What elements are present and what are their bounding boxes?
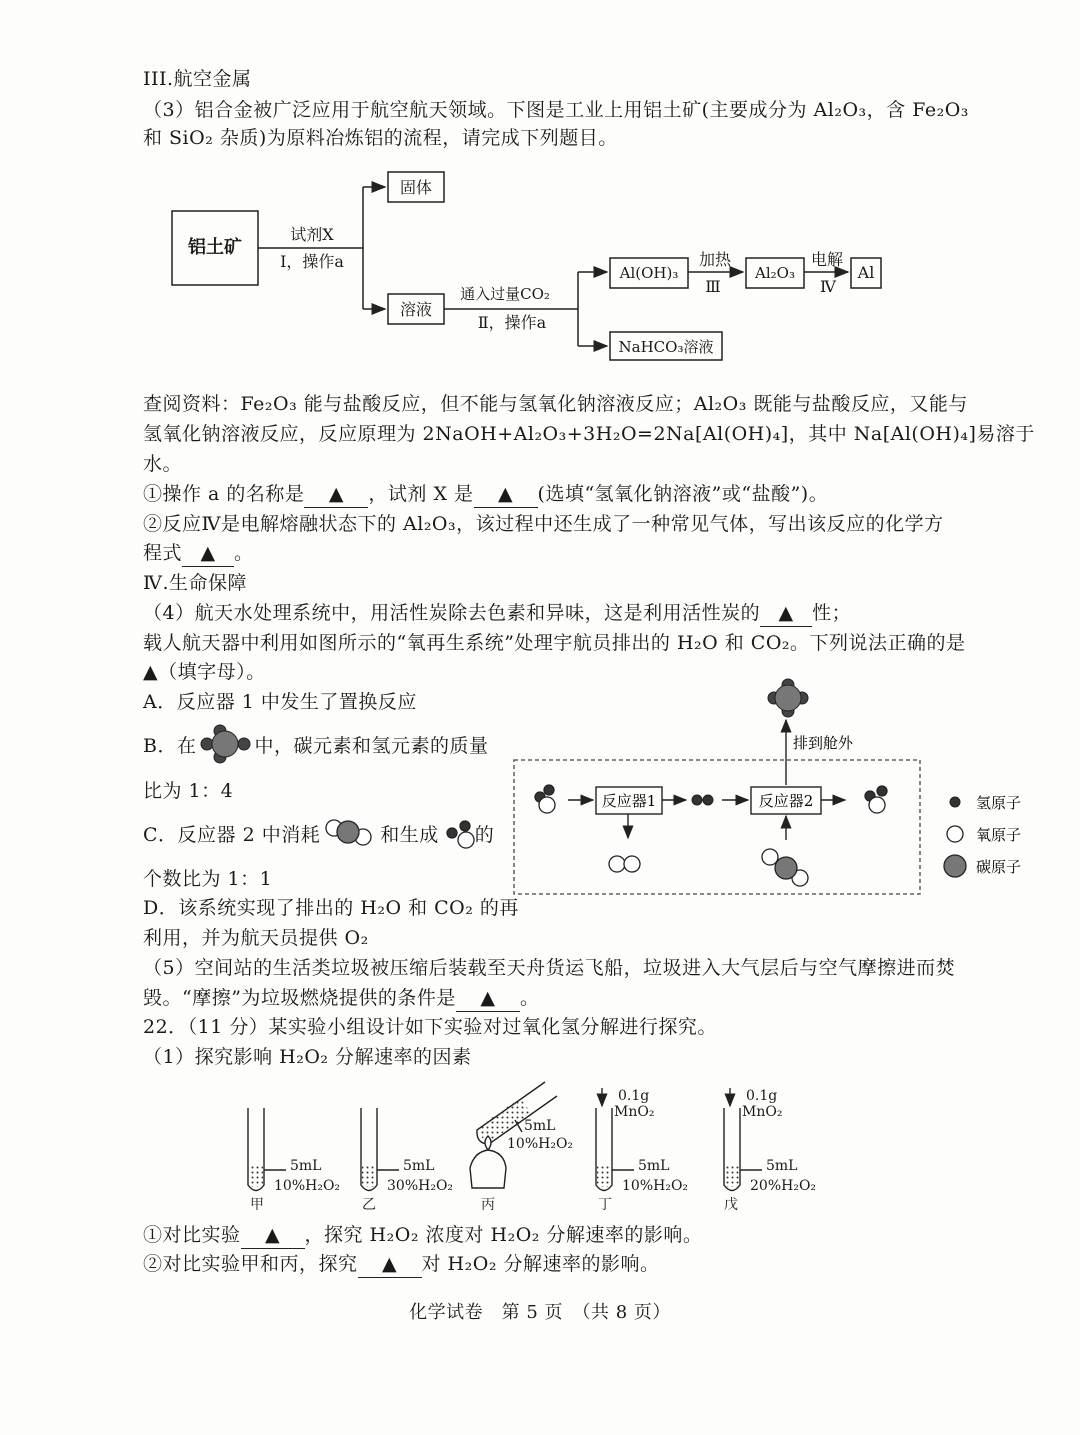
section-title-3: III.航空金属 bbox=[143, 68, 252, 90]
q5-line2: 毁。“摩擦”为垃圾燃烧提供的条件是 ▲ 。 bbox=[143, 985, 539, 1012]
reagent-x-label: 试剂X bbox=[290, 225, 334, 244]
tube-bing-conc: 10%H₂O₂ bbox=[507, 1136, 574, 1152]
tube-jia-conc: 10%H₂O₂ bbox=[274, 1178, 341, 1194]
answer-blank[interactable]: ▲ bbox=[241, 1222, 305, 1249]
aloh3-label: Al(OH)₃ bbox=[619, 264, 679, 282]
tube-bing-volume: 5mL bbox=[524, 1118, 556, 1134]
legend-hydrogen: 氢原子 bbox=[976, 794, 1022, 812]
q3-sub1: ①操作 a 的名称是 ▲ ，试剂 X 是 ▲ (选填“氢氧化钠溶液”或“盐酸”)。 bbox=[143, 481, 828, 508]
option-d-line2: 利用，并为航天员提供 O₂ bbox=[143, 927, 369, 949]
tube-bing bbox=[470, 1082, 557, 1188]
tube-wu-conc: 20%H₂O₂ bbox=[750, 1178, 817, 1194]
q4-line2: 载人航天器中利用如图所示的“氧再生系统”处理宇航员排出的 H₂O 和 CO₂。下列说法正确的是 bbox=[143, 632, 966, 654]
section-title-4: Ⅳ.生命保障 bbox=[143, 572, 248, 594]
answer-blank[interactable]: ▲ bbox=[474, 481, 538, 508]
legend-carbon: 碳原子 bbox=[976, 858, 1022, 876]
solution-label: 溶液 bbox=[399, 300, 433, 319]
tube-ding-label: 丁 bbox=[598, 1197, 612, 1213]
ref-line1: 查阅资料：Fe₂O₃ 能与盐酸反应，但不能与氢氧化钠溶液反应；Al₂O₃ 既能与盐酸反应，又能与 bbox=[143, 393, 968, 415]
reactor2-label: 反应器2 bbox=[758, 792, 814, 810]
answer-blank[interactable]: ▲ bbox=[760, 600, 812, 627]
tube-bing-label: 丙 bbox=[481, 1197, 495, 1213]
tube-wu-volume: 5mL bbox=[766, 1158, 798, 1174]
answer-blank[interactable]: ▲ bbox=[304, 481, 368, 508]
option-c-line1: C．反应器 2 中消耗 和生成 的 bbox=[143, 824, 495, 846]
alcohol-lamp-icon bbox=[470, 1150, 506, 1188]
heat-label: 加热 bbox=[698, 250, 732, 269]
answer-blank[interactable]: ▲ bbox=[358, 1251, 422, 1278]
ref-line3: 水。 bbox=[143, 453, 183, 475]
q4-line1: （4）航天水处理系统中，用活性炭除去色素和异味，这是利用活性炭的 ▲ 性； bbox=[143, 600, 851, 627]
option-b-line1: B．在 中，碳元素和氢元素的质量 bbox=[143, 735, 489, 757]
tube-yi-conc: 30%H₂O₂ bbox=[387, 1178, 454, 1194]
answer-blank[interactable]: ▲ bbox=[456, 985, 520, 1012]
step2-label: Ⅱ，操作a bbox=[477, 313, 547, 332]
q3-intro-line1: （3）铝合金被广泛应用于航空航天领域。下图是工业上用铝土矿(主要成分为 Al₂O₃，含 Fe₂O₃ bbox=[143, 99, 969, 121]
co2-label: 通入过量CO₂ bbox=[460, 285, 550, 303]
al-label: Al bbox=[857, 263, 875, 282]
option-c-line2: 个数比为 1：1 bbox=[143, 868, 273, 890]
tube-ding-volume: 5mL bbox=[638, 1158, 670, 1174]
tube-wu-mass: 0.1g bbox=[746, 1088, 778, 1104]
q22-title: 22．（11 分）某实验小组设计如下实验对过氧化氢分解进行探究。 bbox=[143, 1016, 717, 1038]
q3-sub2-line2: 程式 ▲ 。 bbox=[143, 540, 254, 567]
tube-ding-mass: 0.1g bbox=[618, 1088, 650, 1104]
q4-line3: ▲（填字母）。 bbox=[143, 661, 266, 683]
step1-label: Ⅰ，操作a bbox=[280, 252, 344, 271]
answer-blank[interactable]: ▲ bbox=[182, 540, 234, 567]
step4-label: Ⅳ bbox=[820, 277, 836, 296]
q5-line1: （5）空间站的生活类垃圾被压缩后装载至天舟货运飞船，垃圾进入大气层后与空气摩擦进而焚 bbox=[143, 957, 956, 979]
tube-jia-volume: 5mL bbox=[290, 1158, 322, 1174]
q22-q1: ①对比实验 ▲ ，探究 H₂O₂ 浓度对 H₂O₂ 分解速率的影响。 bbox=[143, 1222, 702, 1249]
q22-sub1: （1）探究影响 H₂O₂ 分解速率的因素 bbox=[143, 1046, 472, 1068]
page-footer: 化学试卷 第 5 页 （共 8 页） bbox=[409, 1302, 671, 1323]
option-a: A．反应器 1 中发生了置换反应 bbox=[143, 691, 417, 713]
al2o3-label: Al₂O₃ bbox=[755, 264, 795, 282]
tube-wu-label: 戊 bbox=[724, 1197, 738, 1213]
electrolysis-label: 电解 bbox=[810, 250, 844, 269]
reactor1-label: 反应器1 bbox=[601, 792, 657, 810]
option-b-line2: 比为 1：4 bbox=[143, 780, 234, 802]
q3-sub2-line1: ②反应Ⅳ是电解熔融状态下的 Al₂O₃，该过程中还生成了一种常见气体，写出该反应的化学方 bbox=[143, 513, 944, 535]
q22-q2: ②对比实验甲和丙，探究 ▲ 对 H₂O₂ 分解速率的影响。 bbox=[143, 1251, 659, 1278]
step3-label: Ⅲ bbox=[705, 277, 721, 296]
ref-line2: 氢氧化钠溶液反应，反应原理为 2NaOH+Al₂O₃+3H₂O=2Na[Al(OH)₄]，其中 Na[Al(OH)₄]易溶于 bbox=[143, 423, 1035, 445]
q3-intro-line2: 和 SiO₂ 杂质)为原料冶炼铝的流程，请完成下列题目。 bbox=[143, 127, 618, 149]
ore-label: 铝土矿 bbox=[188, 237, 242, 258]
solid-label: 固体 bbox=[399, 178, 433, 197]
legend-oxygen: 氧原子 bbox=[976, 826, 1022, 844]
nahco3-label: NaHCO₃溶液 bbox=[618, 338, 714, 356]
tube-jia-label: 甲 bbox=[250, 1197, 264, 1213]
tube-ding-catalyst: MnO₂ bbox=[614, 1104, 655, 1120]
answer-mark[interactable]: ▲ bbox=[143, 661, 159, 683]
option-d-line1: D．该系统实现了排出的 H₂O 和 CO₂ 的再 bbox=[143, 897, 519, 919]
tube-yi-label: 乙 bbox=[362, 1197, 376, 1213]
tube-yi-volume: 5mL bbox=[403, 1158, 435, 1174]
tube-ding-conc: 10%H₂O₂ bbox=[622, 1178, 689, 1194]
tube-wu-catalyst: MnO₂ bbox=[742, 1104, 783, 1120]
vent-label: 排到舱外 bbox=[793, 734, 854, 752]
